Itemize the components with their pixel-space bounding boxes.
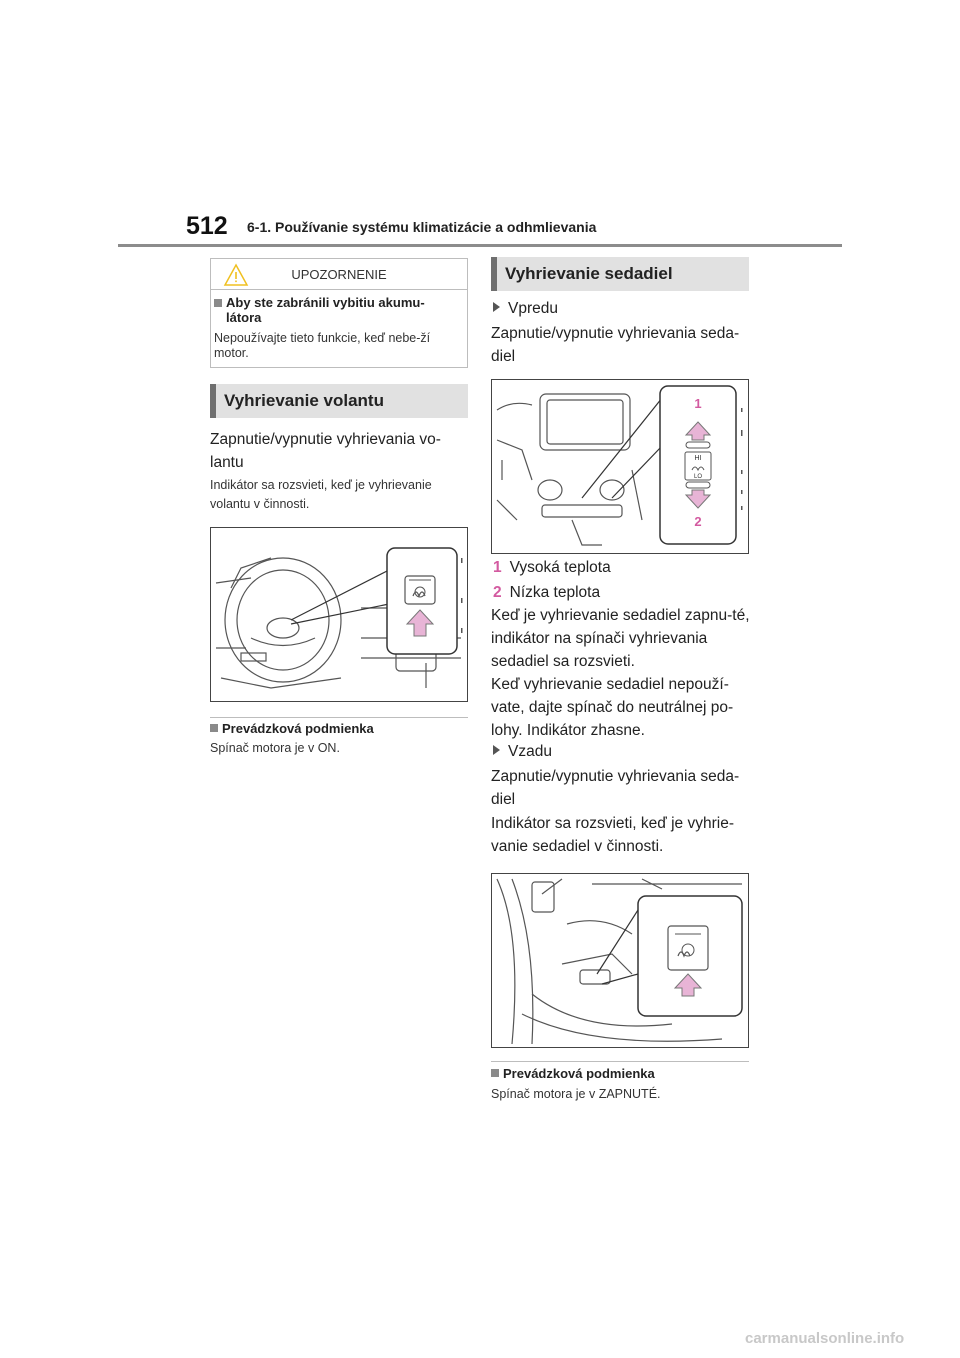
switch-hi-label: HI (694, 455, 702, 462)
switch-lo-label: LO (693, 474, 703, 480)
front-label (493, 297, 558, 320)
page-number: 512 (186, 212, 228, 240)
legend-number: 2 (493, 584, 502, 601)
triangle-bullet-icon (493, 745, 500, 755)
steering-indicator-note: Indikátor sa rozsvieti, keď je vyhrievanie volantu v činnosti. (210, 478, 432, 511)
front-dashboard-illustration (492, 380, 748, 553)
rear-indicator-note: Indikátor sa rozsvieti, keď je vyhrie-vanie sedadiel v činnosti. (491, 815, 734, 855)
front-label-text: Vpredu (508, 300, 558, 317)
front-seat-heater-figure (491, 379, 749, 554)
rear-seat-heater-figure (491, 873, 749, 1048)
rear-console-illustration (492, 874, 748, 1047)
header-divider (118, 244, 842, 247)
legend-text: Vysoká teplota (509, 559, 611, 576)
caution-heading-text: Aby ste zabránili vybitiu akumu-látora (226, 295, 425, 325)
steering-condition-text: Spínač motora je v ON. (210, 741, 340, 755)
seats-condition-heading (491, 1066, 655, 1081)
callout-2-label: 2 (694, 514, 702, 529)
legend-number: 1 (493, 559, 502, 576)
chapter-title: 6-1. Používanie systému klimatizácie a odhmlievania (247, 219, 597, 235)
seats-condition-heading-text: Prevádzková podmienka (503, 1066, 655, 1081)
steering-dashboard-illustration (211, 528, 467, 701)
bullet-square-icon (210, 724, 218, 732)
caution-box (210, 258, 468, 368)
bullet-square-icon (214, 299, 222, 307)
steering-heater-figure (210, 527, 468, 702)
callout-1-label: 1 (694, 396, 702, 411)
bullet-square-icon (491, 1069, 499, 1077)
watermark: carmanualsonline.info (745, 1330, 905, 1347)
rear-instruction: Zapnutie/vypnutie vyhrievania seda-diel (491, 768, 740, 808)
legend-item (493, 581, 600, 604)
triangle-bullet-icon (493, 302, 500, 312)
condition-divider-left (210, 717, 468, 718)
seat-on-paragraph: Keď je vyhrievanie sedadiel zapnu-té, indikátor na spínači vyhrievania sedadiel sa rozsvieti. (491, 607, 750, 670)
condition-divider-right (491, 1061, 749, 1062)
caution-heading (214, 295, 464, 325)
rear-label-text: Vzadu (508, 743, 552, 760)
caution-title: UPOZORNENIE (291, 267, 387, 282)
steering-condition-heading-text: Prevádzková podmienka (222, 721, 374, 736)
legend-item (493, 556, 611, 579)
caution-divider (211, 289, 467, 290)
seat-off-paragraph: Keď vyhrievanie sedadiel nepouží-vate, dajte spínač do neutrálnej po-lohy. Indikátor zhasne. (491, 676, 734, 739)
rear-label (493, 740, 552, 763)
steering-instruction: Zapnutie/vypnutie vyhrievania vo-lantu (210, 431, 441, 471)
seats-condition-text: Spínač motora je v ZAPNUTÉ. (491, 1087, 661, 1101)
section-heading-steering: Vyhrievanie volantu (210, 384, 468, 418)
front-instruction: Zapnutie/vypnutie vyhrievania seda-diel (491, 325, 740, 365)
caution-text: Nepoužívajte tieto funkcie, keď nebe-ží motor. (214, 331, 431, 360)
legend-text: Nízka teplota (509, 584, 601, 601)
steering-condition-heading (210, 721, 374, 736)
section-heading-seats: Vyhrievanie sedadiel (491, 257, 749, 291)
